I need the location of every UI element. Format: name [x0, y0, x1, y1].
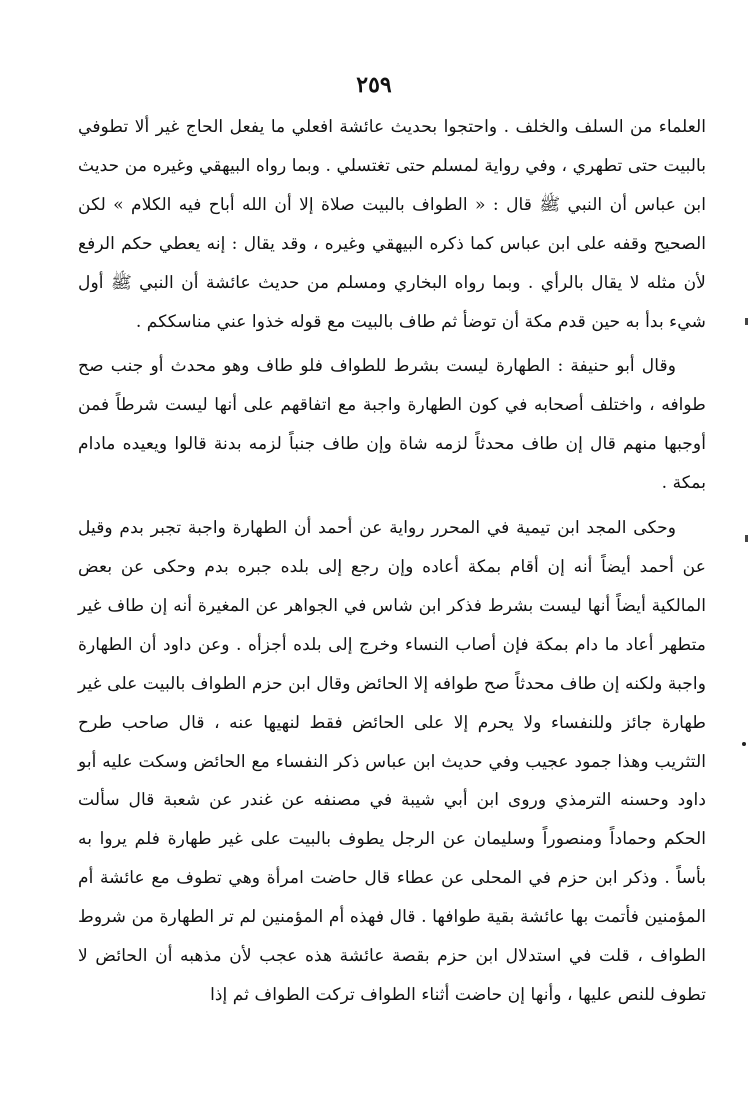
page-number: ٢٥٩: [356, 72, 392, 98]
body-text: [78, 108, 706, 1015]
paragraph-3: وحكى المجد ابن تيمية في المحرر رواية عن أحمد أن الطهارة واجبة تجبر بدم وقيل عن أحمد أيضاً أنه إن أقام بمكة أعاده وإن رجع إلى بلده جبره بدم وحكى عن بعض المالكية أيضاً أنها ليست بشرط فذكر ابن شاس في الجواهر عن المغيرة أنه إن طاف غير متطهر أعاد ما دام بمكة فإن أصاب النساء وخرج إلى بلده أجزأه . وعن داود أن الطهارة واجبة ولكنه إن طاف محدثاً صح طوافه إلا الحائض وقال ابن حزم الطواف بالبيت على غير طهارة جائز وللنفساء ولا يحرم إلا على الحائض فقط لنهيها عنه ، قال صاحب طرح التثريب وهذا جمود عجيب وفي حديث ابن عباس ذكر النفساء مع الحائض وسكت عليه أبو داود وحسنه الترمذي وروى ابن أبي شيبة في مصنفه عن غندر عن شعبة قال سألت الحكم وحماداً ومنصوراً وسليمان عن الرجل يطوف بالبيت على غير طهارة فلم يروا به بأساً . وذكر ابن حزم في المحلى عن عطاء قال حاضت امرأة وهي تطوف مع عائشة أم المؤمنين فأتمت بها عائشة بقية طوافها . قال فهذه أم المؤمنين لم تر الطهارة من شروط الطواف ، قلت في استدلال ابن حزم بقصة عائشة هذه عجب لأن مذهبه أن الحائض لا تطوف للنص عليها ، وأنها إن حاضت أثناء الطواف تركت الطواف ثم إذا: [78, 518, 706, 1005]
paragraph-2: وقال أبو حنيفة : الطهارة ليست بشرط للطواف فلو طاف وهو محدث أو جنب صح طوافه ، واختلف أصحابه في كون الطهارة واجبة مع اتفاقهم على أنها ليست شرطاً فمن أوجبها منهم قال إن طاف محدثاً لزمه شاة وإن طاف جنباً لزمه بدنة قالوا ويعيده مادام بمكة .: [78, 356, 706, 494]
paragraph-1: العلماء من السلف والخلف . واحتجوا بحديث عائشة افعلي ما يفعل الحاج غير ألا تطوفي بالبيت حتى تطهري ، وفي رواية لمسلم حتى تغتسلي . وبما رواه البيهقي وغيره من حديث ابن عباس أن النبي ﷺ قال : « الطواف بالبيت صلاة إلا أن الله أباح فيه الكلام » لكن الصحيح وقفه على ابن عباس كما ذكره البيهقي وغيره ، وقد يقال : إنه يعطي حكم الرفع لأن مثله لا يقال بالرأي . وبما رواه البخاري ومسلم من حديث عائشة أن النبي ﷺ أول شيء بدأ به حين قدم مكة أن توضأ ثم طاف بالبيت مع قوله خذوا عني مناسككم .: [78, 117, 706, 332]
margin-scan-dot: [742, 742, 746, 746]
